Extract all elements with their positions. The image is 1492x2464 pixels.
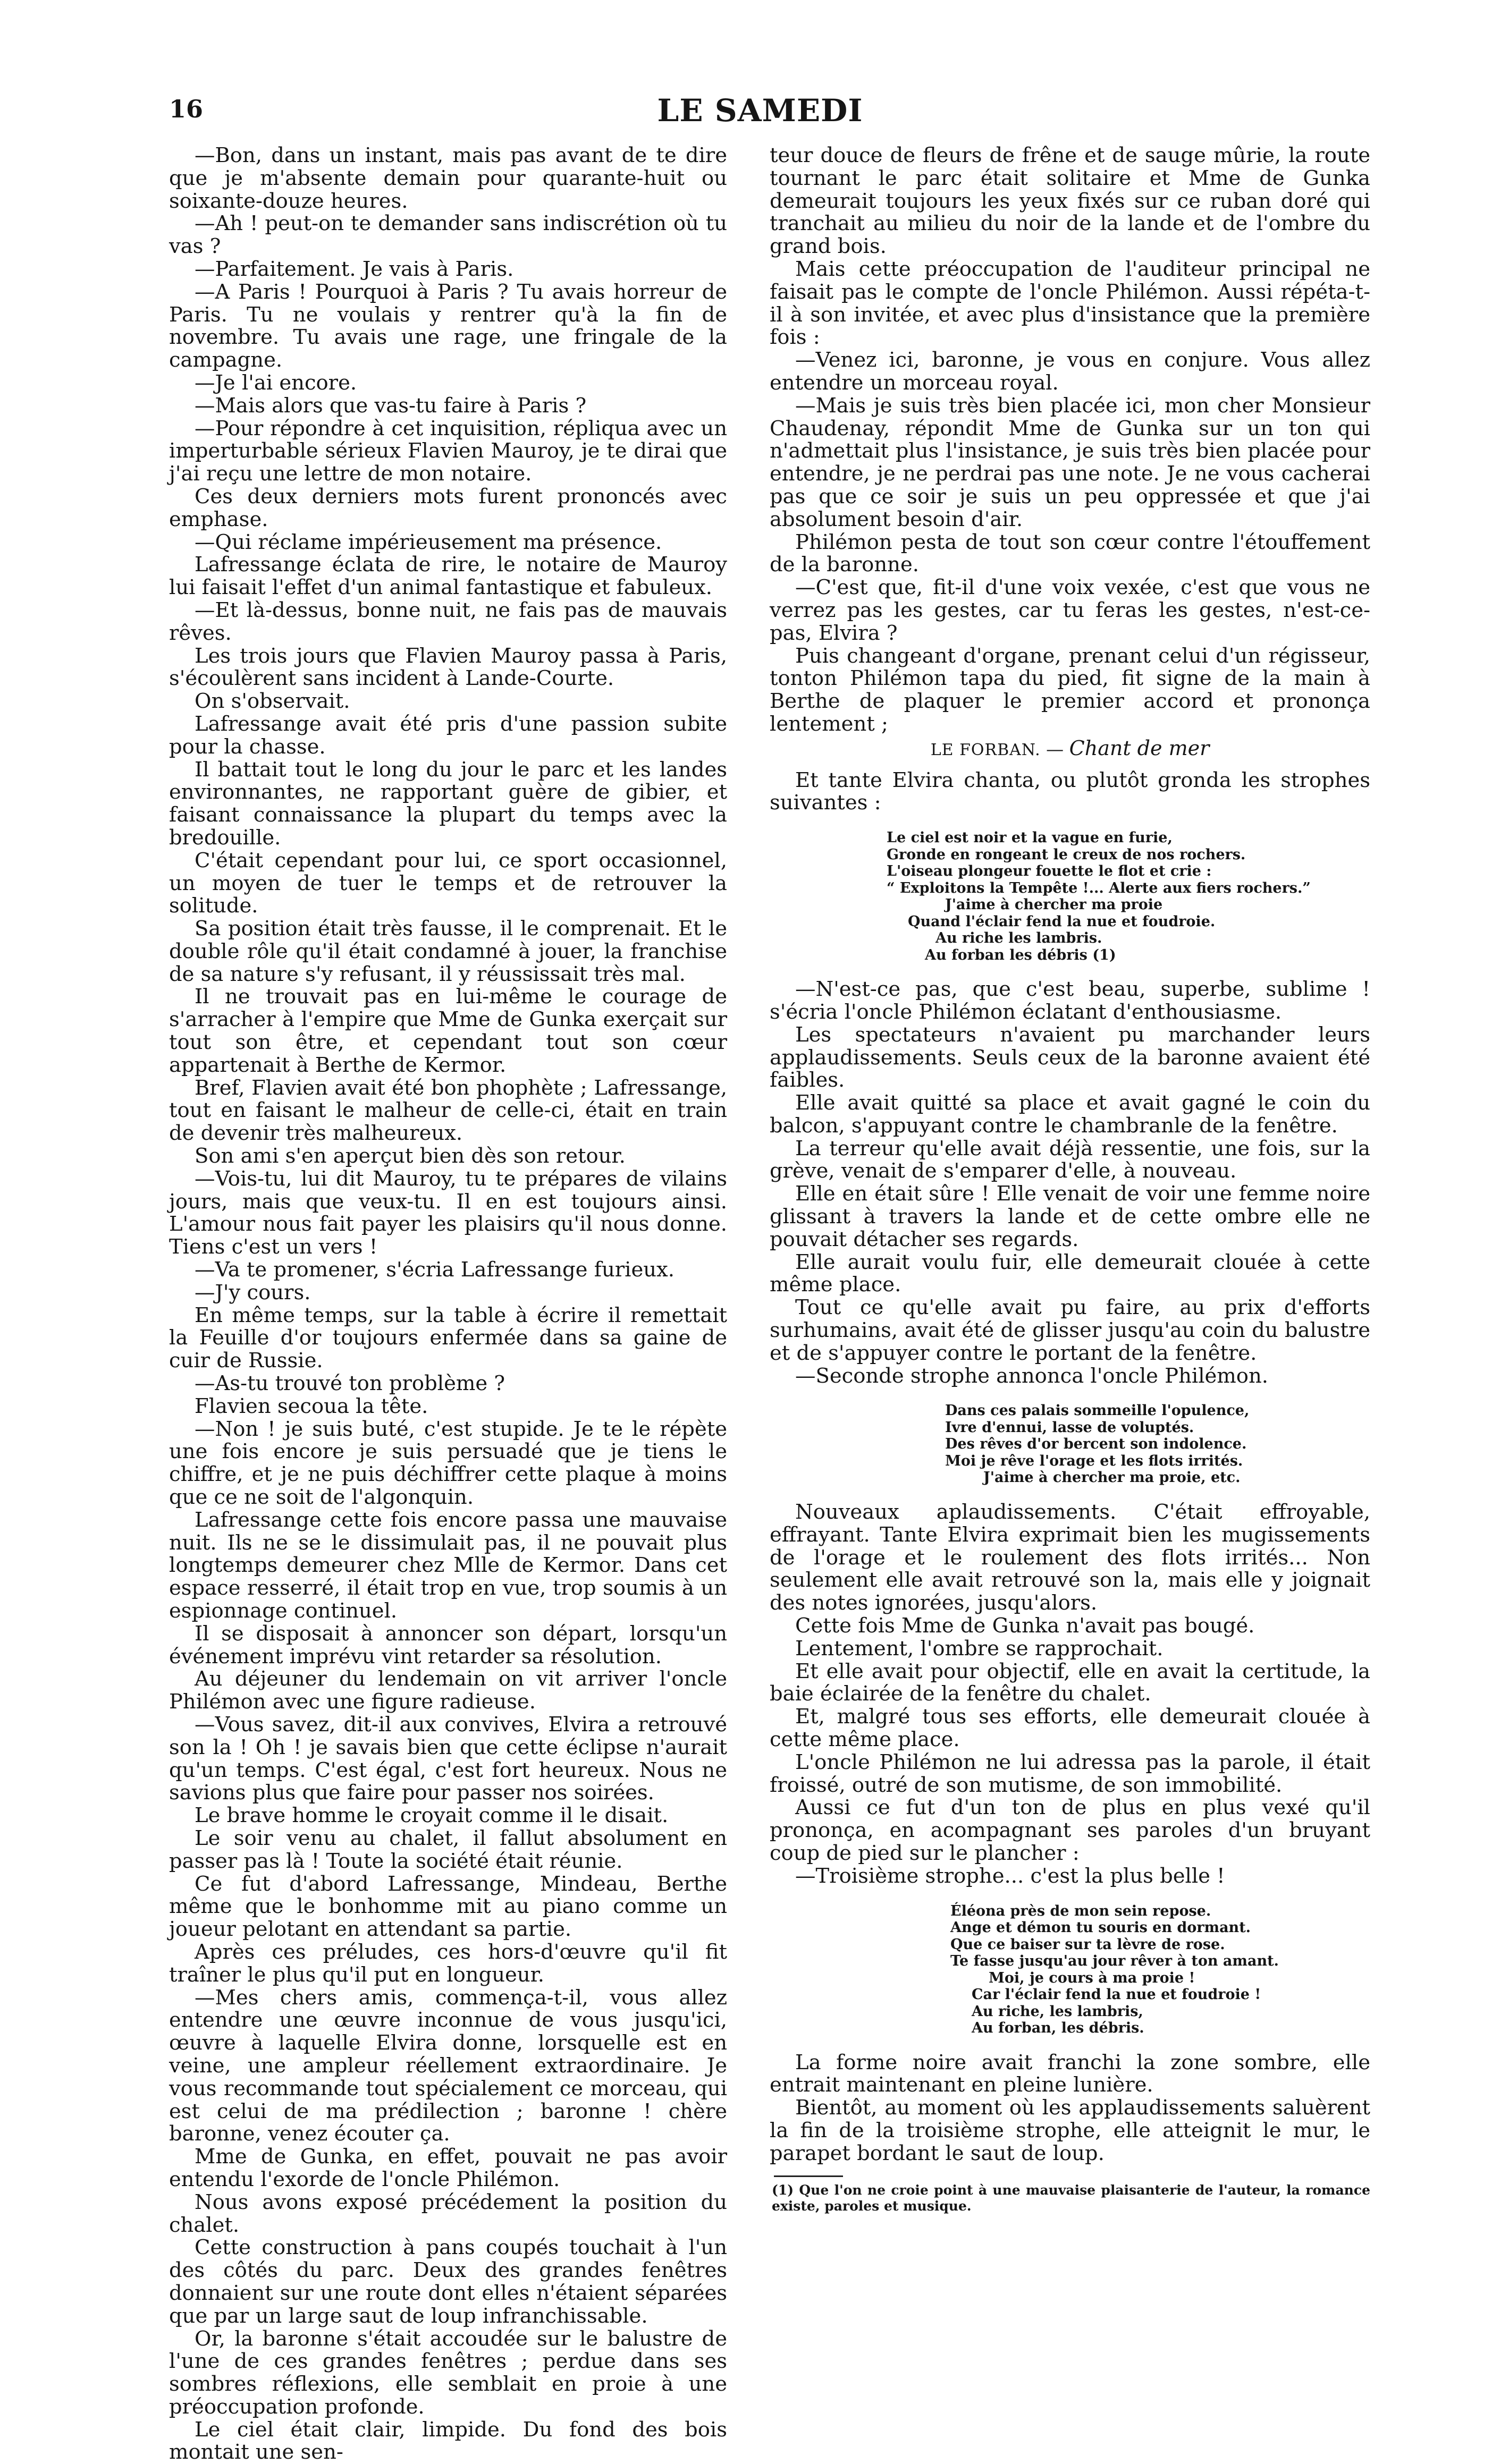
paragraph: Cette fois Mme de Gunka n'avait pas bougé. <box>795 1613 1255 1638</box>
verse-line: Ivre d'ennui, lasse de voluptés. <box>945 1419 1194 1436</box>
verse-line: L'oiseau plongeur fouette le flot et crie : <box>887 863 1212 880</box>
verse-line: “ Exploitons la Tempête !... Alerte aux fiers rochers.” <box>887 879 1311 896</box>
paragraph: —Mais je suis très bien placée ici, mon cher Monsieur Chaudenay, répondit Mme de Gunka sur un ton qui n'admettait plus l'insistance, je suis très bien placée pour entendre, je ne perdrai pas une note. Je ne vous cacherai pas que ce soir je suis un peu oppressée et que j'ai absolument besoin d'air. <box>770 393 1370 531</box>
song-title: Chant de mer <box>1069 736 1210 760</box>
paragraph: —Pour répondre à cet inquisition, répliqua avec un imperturbable sérieux Flavien Mauroy, je te dirai que j'ai reçu une lettre de mon notaire. <box>169 416 727 486</box>
paragraph: Ce fut d'abord Lafressange, Mindeau, Berthe même que le bonhomme mit au piano comme un joueur pelotant en attendant sa partie. <box>169 1872 727 1942</box>
verse-line: Au forban les débris (1) <box>925 946 1116 963</box>
song-speaker: LE FORBAN. <box>930 740 1041 759</box>
paragraph: Flavien secoua la tête. <box>195 1394 428 1418</box>
paragraph: Bientôt, au moment où les applaudissements saluèrent la fin de la troisième strophe, elle atteignit le mur, le parapet bordant le saut de loup. <box>770 2096 1370 2165</box>
song-stanza-3 <box>770 1903 1370 2037</box>
footnote: (1) Que l'on ne croie point à une mauvaise plaisanterie de l'auteur, la romance existe, paroles et musique. <box>772 2182 1370 2214</box>
paragraph: Lentement, l'ombre se rapprochait. <box>795 1636 1164 1661</box>
paragraph: Philémon pesta de tout son cœur contre l'étouffement de la baronne. <box>770 530 1370 577</box>
paragraph: Lafressange cette fois encore passa une mauvaise nuit. Ils ne se le dissimulait pas, il ne pouvait plus longtemps demeurer chez Mlle de Kermor. Dans cet espace resserré, il était trop en vue, trop soumis à un espionnage continuel. <box>169 1508 727 1623</box>
paragraph: Sa position était très fausse, il le comprenait. Et le double rôle qu'il était condamné à jouer, la franchise de sa nature s'y refusant, il y réussissait très mal. <box>169 917 727 986</box>
paragraph: teur douce de fleurs de frêne et de sauge mûrie, la route tournant le parc était solitaire et Mme de Gunka demeurait toujours les yeux fixés sur ce ruban doré qui tranchait au milieu du noir de la lande et de l'ombre du grand bois. <box>770 143 1370 259</box>
paragraph: C'était cependant pour lui, ce sport occasionnel, un moyen de tuer le temps et de retrouver la solitude. <box>169 848 727 918</box>
paragraph: —Bon, dans un instant, mais pas avant de te dire que je m'absente demain pour quarante-huit ou soixante-douze heures. <box>169 143 727 213</box>
paragraph: Après ces préludes, ces hors-d'œuvre qu'il fit traîner le plus qu'il put en longueur. <box>169 1940 727 1987</box>
paragraph: Or, la baronne s'était accoudée sur le balustre de l'une de ces grandes fenêtres ; perdue dans ses sombres réflexions, elle semblait en proie à une préoccupation profonde. <box>169 2326 727 2419</box>
paragraph: Lafressange éclata de rire, le notaire de Mauroy lui faisait l'effet d'un animal fantastique et fabuleux. <box>169 553 727 600</box>
verse-line: Au riche, les lambris, <box>972 2003 1143 2020</box>
paragraph: Il se disposait à annoncer son départ, lorsqu'un événement imprévu vint retarder sa résolution. <box>169 1621 727 1669</box>
song-stanza-1 <box>770 829 1370 963</box>
paragraph: —Je l'ai encore. <box>195 370 357 395</box>
paragraph: —Vois-tu, lui dit Mauroy, tu te prépares de vilains jours, mais que veux-tu. Il en est toujours ainsi. L'amour nous fait payer les plaisirs qu'il nous donne. Tiens c'est un vers ! <box>169 1166 727 1259</box>
paragraph: Cette construction à pans coupés touchait à l'un des côtés du parc. Deux des grandes fenêtres donnaient sur une route dont elles n'étaient séparées que par un large saut de loup infranchissable. <box>169 2236 727 2328</box>
page-number: 16 <box>169 95 204 123</box>
verse-line: Gronde en rongeant le creux de nos rochers. <box>887 846 1246 863</box>
right-column <box>770 145 1370 2214</box>
paragraph: —Non ! je suis buté, c'est stupide. Je te le répète une fois encore je suis persuadé que je tiens le chiffre, et je ne puis déchiffrer cette plaque à moins que ce ne soit de l'algonquin. <box>169 1417 727 1510</box>
paragraph: En même temps, sur la table à écrire il remettait la Feuille d'or toujours enfermée dans sa gaine de cuir de Russie. <box>169 1303 727 1373</box>
paragraph: Le soir venu au chalet, il fallut absolument en passer pas là ! Toute la société était réunie. <box>169 1826 727 1873</box>
paragraph: Il ne trouvait pas en lui-même le courage de s'arracher à l'empire que Mme de Gunka exerçait sur tout son être, et cependant tout son cœur appartenait à Berthe de Kermor. <box>169 985 727 1077</box>
paragraph: Et tante Elvira chanta, ou plutôt gronda les strophes suivantes : <box>770 768 1370 815</box>
verse-line: Quand l'éclair fend la nue et foudroie. <box>908 913 1216 930</box>
paragraph: Ces deux derniers mots furent prononcés avec emphase. <box>169 484 727 531</box>
paragraph: Elle aurait voulu fuir, elle demeurait clouée à cette même place. <box>770 1250 1370 1297</box>
left-column <box>169 145 727 2464</box>
paragraph: Mais cette préoccupation de l'auditeur principal ne faisait pas le compte de l'oncle Philémon. Aussi répéta-t-il à son invitée, et avec plus d'insistance que la première fois : <box>770 257 1370 350</box>
verse-line: J'aime à chercher ma proie, etc. <box>983 1469 1241 1486</box>
paragraph: —Et là-dessus, bonne nuit, ne fais pas de mauvais rêves. <box>169 598 727 645</box>
paragraph: Elle en était sûre ! Elle venait de voir une femme noire glissant à travers la lande et de cette ombre elle ne pouvait détacher ses regards. <box>770 1182 1370 1251</box>
paragraph: Et elle avait pour objectif, elle en avait la certitude, la baie éclairée de la fenêtre du chalet. <box>770 1659 1370 1706</box>
paragraph: Son ami s'en aperçut bien dès son retour. <box>195 1144 626 1169</box>
paragraph: Nous avons exposé précédement la position du chalet. <box>169 2190 727 2237</box>
paragraph: La terreur qu'elle avait déjà ressentie, une fois, sur la grève, venait de s'emparer d'elle, à nouveau. <box>770 1136 1370 1183</box>
verse-line: Car l'éclair fend la nue et foudroie ! <box>972 1986 1261 2003</box>
paragraph: Le brave homme le croyait comme il le disait. <box>195 1803 669 1828</box>
paragraph: La forme noire avait franchi la zone sombre, elle entrait maintenant en pleine lunière. <box>770 2050 1370 2097</box>
verse-line: Au riche les lambris. <box>935 930 1102 947</box>
paragraph: L'oncle Philémon ne lui adressa pas la parole, il était froissé, outré de son mutisme, de son immobilité. <box>770 1750 1370 1797</box>
paragraph: Puis changeant d'organe, prenant celui d'un régisseur, tonton Philémon tapa du pied, fit signe de la main à Berthe de plaquer le premier accord et prononça lentement ; <box>770 643 1370 736</box>
running-title: LE SAMEDI <box>657 92 863 129</box>
paragraph: —Seconde strophe annonca l'oncle Philémon. <box>795 1364 1269 1388</box>
paragraph: —Ah ! peut-on te demander sans indiscrétion où tu vas ? <box>169 211 727 259</box>
paragraph: On s'observait. <box>195 689 350 714</box>
paragraph: Les spectateurs n'avaient pu marchander leurs applaudissements. Seuls ceux de la baronne avaient été faibles. <box>770 1022 1370 1093</box>
paragraph: —As-tu trouvé ton problème ? <box>195 1371 505 1396</box>
paragraph: Au déjeuner du lendemain on vit arriver l'oncle Philémon avec une figure radieuse. <box>169 1667 727 1714</box>
verse-line: Moi, je cours à ma proie ! <box>989 1969 1195 1986</box>
song-stanza-2 <box>770 1402 1370 1486</box>
paragraph: —N'est-ce pas, que c'est beau, superbe, sublime ! s'écria l'oncle Philémon éclatant d'enthousiasme. <box>770 977 1370 1024</box>
paragraph: —Qui réclame impérieusement ma présence. <box>195 530 662 554</box>
song-heading <box>770 737 1370 762</box>
paragraph: Tout ce qu'elle avait pu faire, au prix d'efforts surhumains, avait été de glisser jusqu'au coin du balustre et de s'appuyer contre le portant de la fenêtre. <box>770 1295 1370 1365</box>
verse-line: Des rêves d'or bercent son indolence. <box>945 1436 1247 1453</box>
paragraph: Et, malgré tous ses efforts, elle demeurait clouée à cette même place. <box>770 1705 1370 1751</box>
paragraph: Elle avait quitté sa place et avait gagné le coin du balcon, s'appuyant contre le chambranle de la fenêtre. <box>770 1091 1370 1138</box>
paragraph: —Mes chers amis, commença-t-il, vous allez entendre une œuvre inconnue de vous jusqu'ici, œuvre à laquelle Elvira donne, lorsquelle est en veine, une ampleur réellement extraordinaire. Je vous recommande tout spécialement ce morceau, qui est celui de ma prédilection ; baronne ! chère baronne, venez écouter ça. <box>169 1985 727 2146</box>
paragraph: —C'est que, fit-il d'une voix vexée, c'est que vous ne verrez pas les gestes, car tu feras les gestes, n'est-ce-pas, Elvira ? <box>770 575 1370 645</box>
paragraph: —Va te promener, s'écria Lafressange furieux. <box>195 1258 675 1282</box>
verse-line: Dans ces palais sommeille l'opulence, <box>945 1402 1250 1419</box>
verse-line: Que ce baiser sur ta lèvre de rose. <box>950 1936 1225 1953</box>
verse-line: Te fasse jusqu'au jour rêver à ton amant. <box>950 1953 1279 1969</box>
paragraph: Le ciel était clair, limpide. Du fond des bois montait une sen- <box>169 2417 727 2464</box>
paragraph: Les trois jours que Flavien Mauroy passa à Paris, s'écoulèrent sans incident à Lande-Courte. <box>169 643 727 691</box>
footnote-divider <box>774 2175 843 2177</box>
paragraph: Il battait tout le long du jour le parc et les landes environnantes, ne rapportant guère de gibier, et faisant connaissance la plupart du temps avec la bredouille. <box>169 757 727 850</box>
paragraph: Nouveaux aplaudissements. C'était effroyable, effrayant. Tante Elvira exprimait bien les mugissements de l'orage et le roulement des flots irrités... Non seulement elle avait retrouvé son la, mais elle y joignait des notes ignorées, jusqu'alors. <box>770 1500 1370 1615</box>
paragraph: —Troisième strophe... c'est la plus belle ! <box>795 1864 1225 1888</box>
paragraph: Aussi ce fut d'un ton de plus en plus vexé qu'il prononça, en acompagnant ses paroles d'un bruyant coup de pied sur le plancher : <box>770 1796 1370 1865</box>
paragraph: —Mais alors que vas-tu faire à Paris ? <box>195 393 587 418</box>
paragraph: —Parfaitement. Je vais à Paris. <box>195 257 514 281</box>
verse-line: Ange et démon tu souris en dormant. <box>950 1919 1251 1936</box>
paragraph: —Vous savez, dit-il aux convives, Elvira a retrouvé son la ! Oh ! je savais bien que cette éclipse n'aurait qu'un temps. C'est égal, c'est fort heureux. Nous ne savions plus que faire pour passer nos soirées. <box>169 1712 727 1805</box>
paragraph: —J'y cours. <box>195 1280 311 1305</box>
paragraph: Mme de Gunka, en effet, pouvait ne pas avoir entendu l'exorde de l'oncle Philémon. <box>169 2145 727 2191</box>
verse-line: Au forban, les débris. <box>972 2020 1144 2036</box>
paragraph: Lafressange avait été pris d'une passion subite pour la chasse. <box>169 712 727 759</box>
verse-line: Moi je rêve l'orage et les flots irrités. <box>945 1452 1243 1469</box>
verse-line: Éléona près de mon sein repose. <box>950 1902 1211 1919</box>
paragraph: —Venez ici, baronne, je vous en conjure. Vous allez entendre un morceau royal. <box>770 348 1370 395</box>
song-heading-dash: — <box>1046 738 1064 759</box>
verse-line: Le ciel est noir et la vague en furie, <box>887 829 1173 846</box>
paragraph: Bref, Flavien avait été bon phophète ; Lafressange, tout en faisant le malheur de celle-ci, était en train de devenir très malheureux. <box>169 1076 727 1146</box>
paragraph: —A Paris ! Pourquoi à Paris ? Tu avais horreur de Paris. Tu ne voulais y rentrer qu'à la fin de novembre. Tu avais une rage, une fringale de la campagne. <box>169 280 727 372</box>
verse-line: J'aime à chercher ma proie <box>945 896 1163 913</box>
page-header <box>0 0 1492 138</box>
